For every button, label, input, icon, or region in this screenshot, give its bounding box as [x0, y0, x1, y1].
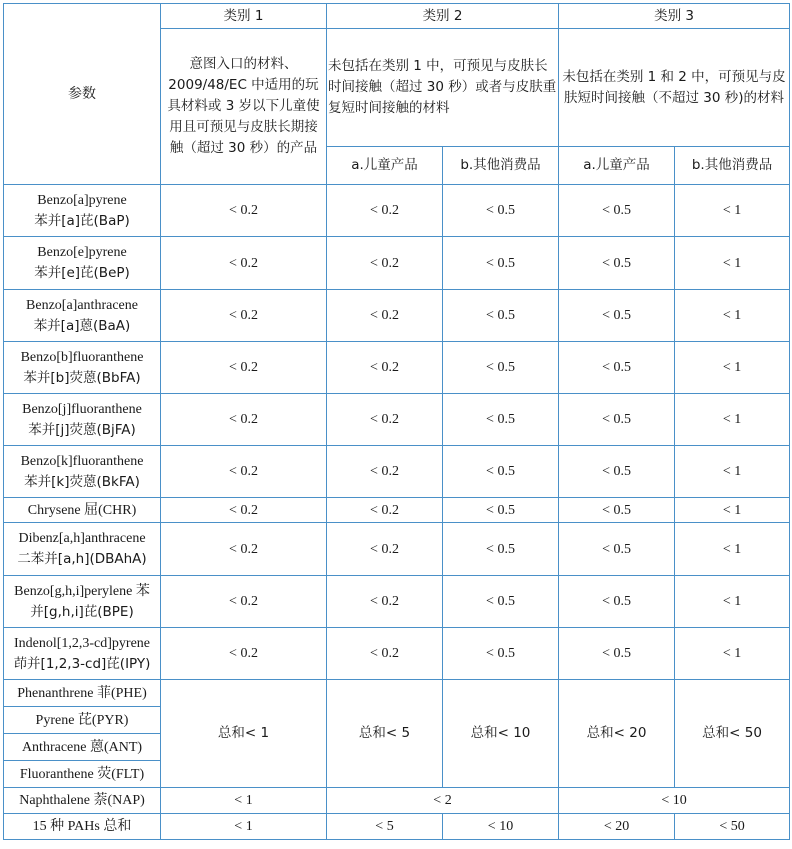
value-cell: < 0.5 — [559, 628, 675, 680]
group-sum-cell: 总和< 50 — [675, 680, 790, 788]
param-header: 参数 — [4, 4, 161, 185]
param-cell: Indenol[1,2,3-cd]pyrene 茚并[1,2,3-cd]芘(IPY) — [4, 628, 161, 680]
value-cell: < 0.2 — [327, 576, 443, 628]
category-3-title: 类别 3 — [559, 4, 790, 29]
value-cell: < 0.2 — [161, 185, 327, 237]
param-cell: Chrysene 屈(CHR) — [4, 498, 161, 523]
value-cell: < 0.5 — [443, 394, 559, 446]
value-cell: < 0.2 — [161, 290, 327, 342]
value-cell: < 0.5 — [559, 446, 675, 498]
value-cell: < 1 — [675, 446, 790, 498]
value-cell: < 0.5 — [559, 290, 675, 342]
group-sum-cell: 总和< 5 — [327, 680, 443, 788]
value-cell: < 1 — [675, 237, 790, 290]
value-cell: < 0.5 — [559, 498, 675, 523]
param-cell: Phenanthrene 菲(PHE) — [4, 680, 161, 707]
value-cell: < 0.2 — [327, 342, 443, 394]
value-cell: < 1 — [675, 394, 790, 446]
group-sum-cell: 总和< 10 — [443, 680, 559, 788]
value-cell: < 0.5 — [443, 576, 559, 628]
value-cell: < 0.2 — [327, 237, 443, 290]
category-3b-header: b.其他消费品 — [675, 147, 790, 185]
param-cell: Benzo[b]fluoranthene 苯并[b]荧蒽(BbFA) — [4, 342, 161, 394]
param-cell: Naphthalene 萘(NAP) — [4, 788, 161, 814]
value-cell: < 0.5 — [559, 342, 675, 394]
param-cell: Dibenz[a,h]anthracene 二苯并[a,h](DBAhA) — [4, 523, 161, 576]
value-cell: < 5 — [327, 814, 443, 840]
value-cell: < 0.5 — [443, 628, 559, 680]
value-cell: < 1 — [675, 498, 790, 523]
param-cell: Benzo[k]fluoranthene 苯并[k]荧蒽(BkFA) — [4, 446, 161, 498]
value-cell: < 1 — [675, 576, 790, 628]
category-3a-header: a.儿童产品 — [559, 147, 675, 185]
value-cell: < 0.5 — [443, 185, 559, 237]
param-cell: Anthracene 蒽(ANT) — [4, 734, 161, 761]
value-cell: < 0.2 — [161, 237, 327, 290]
param-cell: Pyrene 芘(PYR) — [4, 707, 161, 734]
value-cell: < 1 — [161, 814, 327, 840]
value-cell: < 0.2 — [161, 394, 327, 446]
param-cell: Benzo[g,h,i]perylene 苯 并[g,h,i]芘(BPE) — [4, 576, 161, 628]
value-cell: < 0.5 — [559, 576, 675, 628]
value-cell: < 1 — [675, 523, 790, 576]
category-2b-header: b.其他消费品 — [443, 147, 559, 185]
param-cell: Benzo[a]anthracene 苯并[a]蒽(BaA) — [4, 290, 161, 342]
value-cell: < 0.2 — [327, 628, 443, 680]
value-cell: < 0.2 — [327, 446, 443, 498]
param-cell: Benzo[e]pyrene 苯并[e]芘(BeP) — [4, 237, 161, 290]
category-2-title: 类别 2 — [327, 4, 559, 29]
value-cell: < 0.2 — [161, 446, 327, 498]
value-cell: < 0.2 — [327, 394, 443, 446]
value-cell: < 0.5 — [559, 237, 675, 290]
value-cell: < 0.5 — [443, 290, 559, 342]
value-cell: < 1 — [675, 628, 790, 680]
value-cell: < 1 — [675, 290, 790, 342]
value-cell: < 0.5 — [559, 394, 675, 446]
value-cell: < 0.5 — [559, 185, 675, 237]
category-2a-header: a.儿童产品 — [327, 147, 443, 185]
value-cell: < 0.5 — [559, 523, 675, 576]
value-cell: < 0.2 — [327, 185, 443, 237]
value-cell: < 1 — [675, 185, 790, 237]
value-cell: < 0.2 — [327, 290, 443, 342]
group-sum-cell: 总和< 1 — [161, 680, 327, 788]
value-cell: < 0.5 — [443, 237, 559, 290]
param-cell: Benzo[a]pyrene 苯并[a]芘(BaP) — [4, 185, 161, 237]
value-cell: < 0.2 — [161, 523, 327, 576]
category-1-description: 意图入口的材料、2009/48/EC 中适用的玩具材料或 3 岁以下儿童使用且可预见与皮肤长期接触（超过 30 秒）的产品 — [161, 29, 327, 185]
pah-limits-table — [3, 3, 790, 840]
value-cell: < 0.2 — [161, 628, 327, 680]
value-cell: < 0.2 — [327, 498, 443, 523]
value-cell: < 0.5 — [443, 523, 559, 576]
group-sum-cell: 总和< 20 — [559, 680, 675, 788]
value-cell: < 0.2 — [161, 498, 327, 523]
value-cell: < 2 — [327, 788, 559, 814]
value-cell: < 10 — [559, 788, 790, 814]
param-cell: Benzo[j]fluoranthene 苯并[j]荧蒽(BjFA) — [4, 394, 161, 446]
value-cell: < 0.5 — [443, 342, 559, 394]
value-cell: < 0.2 — [161, 576, 327, 628]
value-cell: < 0.5 — [443, 446, 559, 498]
value-cell: < 50 — [675, 814, 790, 840]
value-cell: < 0.2 — [327, 523, 443, 576]
category-2-description: 未包括在类别 1 中，可预见与皮肤长时间接触（超过 30 秒）或者与皮肤重复短时间接触的材料 — [327, 29, 559, 147]
value-cell: < 1 — [161, 788, 327, 814]
param-cell: Fluoranthene 荧(FLT) — [4, 761, 161, 788]
category-3-description: 未包括在类别 1 和 2 中，可预见与皮肤短时间接触（不超过 30 秒)的材料 — [559, 29, 790, 147]
category-1-title: 类别 1 — [161, 4, 327, 29]
value-cell: < 20 — [559, 814, 675, 840]
total-label: 15 种 PAHs 总和 — [4, 814, 161, 840]
value-cell: < 1 — [675, 342, 790, 394]
value-cell: < 0.5 — [443, 498, 559, 523]
value-cell: < 0.2 — [161, 342, 327, 394]
value-cell: < 10 — [443, 814, 559, 840]
